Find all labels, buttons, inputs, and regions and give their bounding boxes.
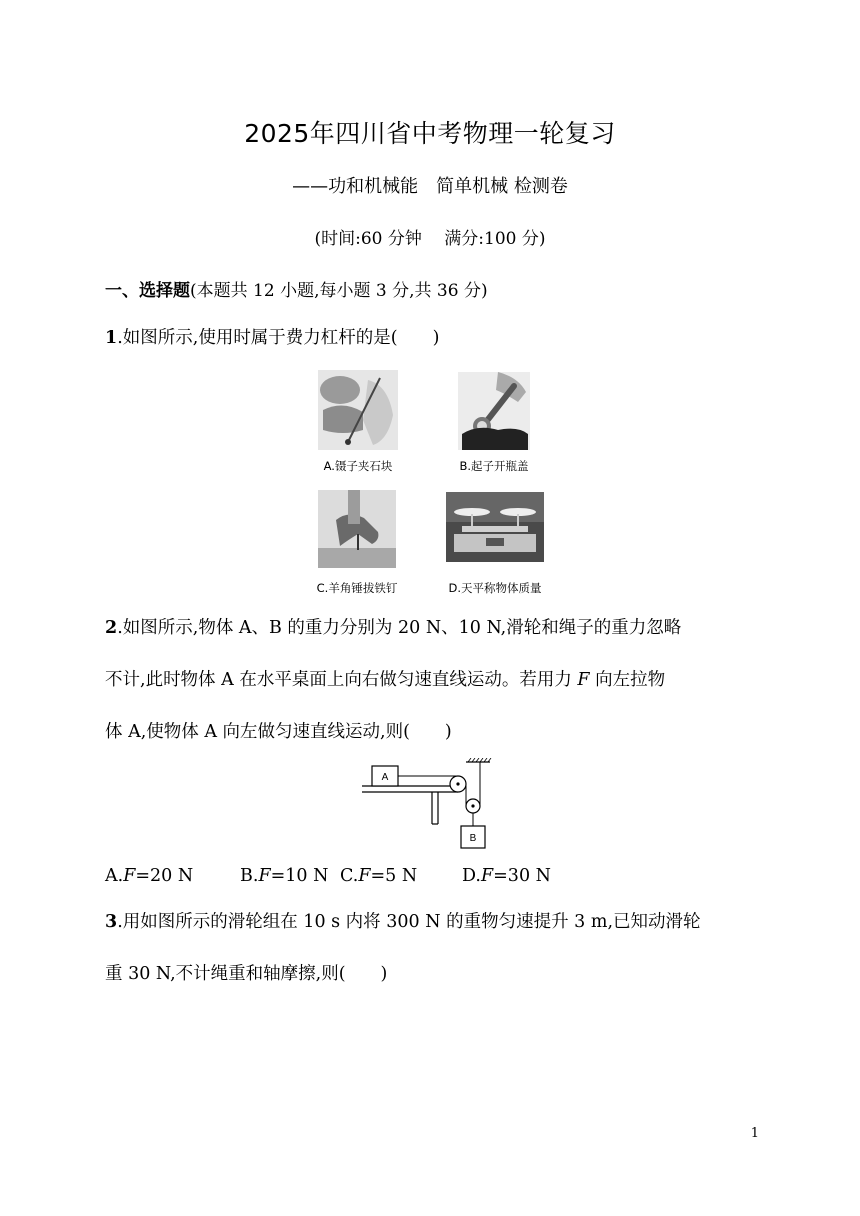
option-letter: B. xyxy=(240,866,259,886)
question-number: 2 xyxy=(105,618,118,638)
block-b-label: B xyxy=(469,833,477,844)
question-text: 重 30 N,不计绳重和轴摩擦,则( ) xyxy=(105,964,388,984)
option-a xyxy=(105,866,193,886)
option-value: =10 N xyxy=(270,866,329,886)
bottle-opener-photo xyxy=(458,372,530,450)
option-var: F xyxy=(358,866,371,886)
question-line xyxy=(105,654,755,706)
option-value: =20 N xyxy=(135,866,194,886)
variable-f: F xyxy=(577,670,590,690)
photo-caption-d: D.天平称物体质量 xyxy=(448,581,542,595)
section-heading xyxy=(105,276,488,301)
photo-caption-a: A.镊子夹石块 xyxy=(323,459,393,473)
question-line xyxy=(105,896,755,948)
option-var: F xyxy=(480,866,494,886)
question-text: .如图所示,物体 A、B 的重力分别为 20 N、10 N,滑轮和绳子的重力忽略 xyxy=(117,618,682,638)
page-subtitle: ——功和机械能 简单机械 检测卷 xyxy=(292,176,568,197)
exam-meta: (时间:60 分钟 满分:100 分) xyxy=(314,229,546,249)
photo-caption-c: C.羊角锤拔铁钉 xyxy=(316,581,398,595)
page-title: 2025年四川省中考物理一轮复习 xyxy=(244,119,616,148)
tweezers-photo xyxy=(318,370,398,450)
option-var: F xyxy=(258,866,271,886)
question-2 xyxy=(105,602,755,758)
question-line xyxy=(105,948,755,1000)
page-number: 1 xyxy=(750,1126,759,1141)
pulley-diagram xyxy=(360,758,510,858)
option-d xyxy=(462,866,551,886)
question-line xyxy=(105,602,755,654)
question-text: 不计,此时物体 A 在水平桌面上向右做匀速直线运动。若用力 xyxy=(105,670,578,690)
question-text: .如图所示,使用时属于费力杠杆的是( ) xyxy=(117,328,440,348)
option-value: =5 N xyxy=(370,866,418,886)
section-note: (本题共 12 小题,每小题 3 分,共 36 分) xyxy=(190,281,488,301)
option-letter: A. xyxy=(105,866,124,886)
question-3 xyxy=(105,896,755,1000)
question-text: .用如图所示的滑轮组在 10 s 内将 300 N 的重物匀速提升 3 m,已知动滑轮 xyxy=(117,912,701,932)
balance-scale-photo xyxy=(446,492,544,562)
option-var: F xyxy=(123,866,136,886)
section-title: 一、选择题 xyxy=(105,281,190,301)
question-text: 体 A,使物体 A 向左做匀速直线运动,则( ) xyxy=(105,722,452,742)
option-b xyxy=(240,866,328,886)
question-number: 1 xyxy=(105,328,118,348)
option-letter: C. xyxy=(340,866,359,886)
question-line xyxy=(105,706,755,758)
question-1 xyxy=(105,312,755,364)
claw-hammer-photo xyxy=(318,490,396,568)
photo-caption-b: B.起子开瓶盖 xyxy=(459,459,529,473)
option-letter: D. xyxy=(462,866,481,886)
question-text: 向左拉物 xyxy=(589,670,666,690)
block-a-label: A xyxy=(381,772,389,783)
option-value: =30 N xyxy=(493,866,551,886)
option-c xyxy=(340,866,417,886)
question-number: 3 xyxy=(105,912,118,932)
